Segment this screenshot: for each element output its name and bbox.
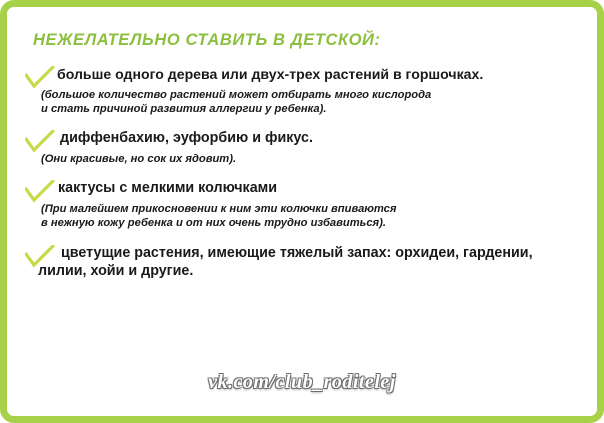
list-item-text-line-2: лилии, хойи и другие. (38, 263, 194, 280)
check-mark-icon (25, 66, 51, 88)
list-item-text: больше одного дерева или двух-трех растений в горшочках. (57, 66, 484, 82)
poster-inner (7, 7, 597, 416)
list-item (23, 245, 581, 281)
advice-list (23, 66, 581, 281)
note-line-2: в нежную кожу ребенка и от них очень трудно избавиться). (41, 217, 386, 230)
list-item-note (41, 202, 581, 232)
page-title: НЕЖЕЛАТЕЛЬНО СТАВИТЬ В ДЕТСКОЙ: (33, 31, 381, 49)
list-item-note (41, 88, 581, 118)
check-mark-icon (25, 130, 51, 152)
note-line-1: (При малейшем прикосновении к ним эти колючки впиваются (41, 202, 397, 215)
note-line-1: (большое количество растений может отбирать много кислорода (41, 88, 432, 101)
watermark: vk.com/club_roditelej (208, 371, 396, 393)
list-item-text: диффенбахию, эуфорбию и фикус. (60, 130, 313, 147)
list-item-text-line-1: цветущие растения, имеющие тяжелый запах: орхидеи, гардении, (61, 245, 533, 262)
check-mark-icon (25, 180, 51, 202)
note-line-2: и стать причиной развития аллергии у ребенка). (41, 103, 327, 116)
list-item (23, 130, 581, 167)
note-line-1: (Они красивые, но сок их ядовит). (41, 153, 237, 166)
check-mark-icon (25, 245, 51, 267)
list-item-text: кактусы с мелкими колючками (58, 179, 278, 196)
list-item (23, 180, 581, 231)
list-item-text (38, 245, 581, 281)
list-item-note (41, 152, 581, 167)
list-item (23, 66, 581, 117)
